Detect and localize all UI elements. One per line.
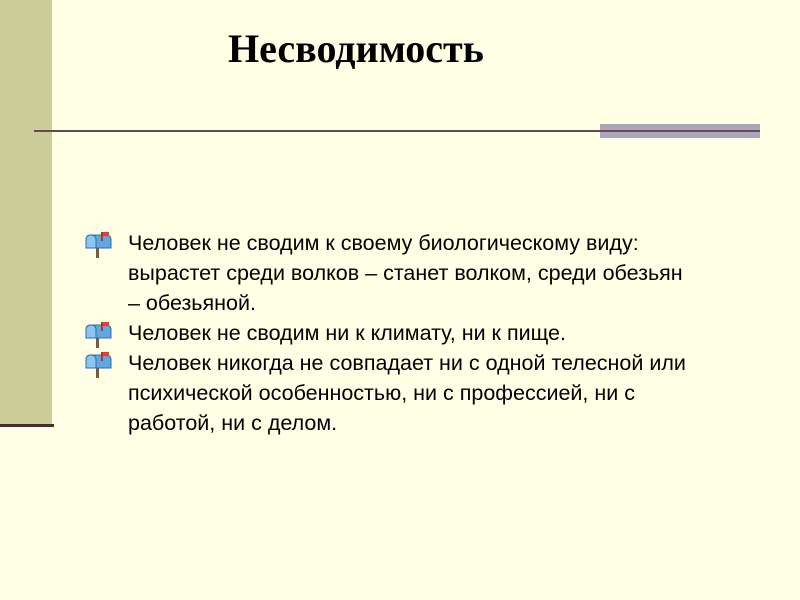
bullet-list <box>78 228 698 438</box>
bullet-item <box>78 318 698 348</box>
bullet-text: Человек не сводим к своему биологическому виду: вырастет среди волков – станет волком, среди обезьян – обезьяной. <box>128 231 683 315</box>
mailbox-icon <box>82 232 114 258</box>
bullet-text: Человек не сводим ни к климату, ни к пище. <box>128 321 566 345</box>
slide-title: Несводимость <box>228 26 484 71</box>
bullet-item <box>78 348 698 438</box>
title-divider <box>34 130 604 132</box>
title-divider-accent-line <box>600 130 760 132</box>
left-band-underline <box>0 424 54 427</box>
mailbox-icon <box>82 352 114 378</box>
left-decorative-band <box>0 0 52 425</box>
mailbox-icon <box>82 322 114 348</box>
bullet-text: Человек никогда не совпадает ни с одной телесной или психической особенностью, ни с профессией, ни с работой, ни с делом. <box>128 351 686 435</box>
bullet-item <box>78 228 698 318</box>
